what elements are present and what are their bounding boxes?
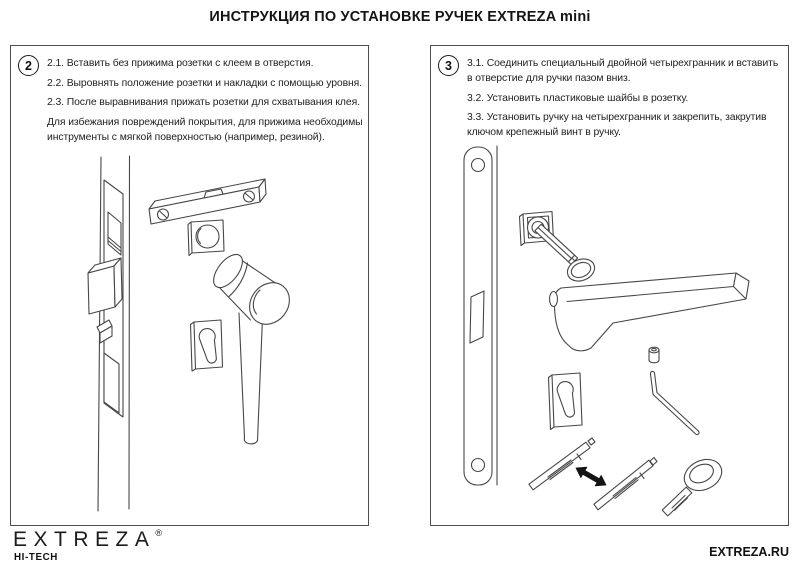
handle-hub: [550, 292, 558, 307]
set-screw: [649, 347, 659, 363]
instruction-2-1: 2.1. Вставить без прижима розетки с клеем в отверстия.: [47, 58, 314, 69]
lock-faceplate: [464, 146, 497, 485]
hex-key: [653, 374, 698, 433]
step-3-badge: 3: [438, 55, 459, 76]
round-rosette: [188, 220, 224, 256]
spirit-level: [149, 179, 266, 224]
screw-hole: [472, 459, 485, 472]
brand-logo: [13, 528, 162, 552]
lower-window: [104, 353, 119, 413]
double-spindle-halves: [529, 438, 657, 510]
instruction-2-3: 2.3. После выравнивания прижать розетки для схватывания клея.: [47, 97, 360, 108]
panel-step-3: [430, 45, 789, 526]
cylinder-escutcheon: [549, 373, 583, 430]
join-arrow: [576, 467, 606, 486]
turn-key: [662, 454, 727, 516]
step-2-illustration: [11, 149, 368, 523]
page-title: ИНСТРУКЦИЯ ПО УСТАНОВКЕ РУЧЕК EXTREZA mini: [209, 9, 591, 25]
step-2-instructions: [47, 56, 363, 149]
website-label: EXTREZA.RU: [709, 545, 789, 559]
instruction-2-2: 2.2. Выровнять положение розетки и накладки с помощью уровня.: [47, 77, 362, 89]
step-3-illustration: [431, 141, 788, 523]
brand-name: EXTREZA: [13, 528, 156, 551]
instruction-3-3: 3.3. Установить ручку на четырехгранник и закрепить, закрутив ключом крепежный винт в ручку.: [467, 112, 767, 138]
step-3-instructions: [467, 56, 783, 145]
lever-handle: [550, 273, 750, 351]
instruction-3-2: 3.2. Установить пластиковые шайбы в розетку.: [467, 92, 689, 104]
instruction-3-1: 3.1. Соединить специальный двойной четырехгранник и вставить в отверстие для ручки пазом вниз.: [467, 58, 779, 84]
panel-step-2: [10, 45, 369, 526]
screw-hole: [472, 159, 485, 172]
step-2-badge: 2: [18, 55, 39, 76]
instruction-2-note: Для избежания повреждений покрытия, для прижима необходимы инструменты с мягкой поверхностью (например, резиной).: [47, 116, 363, 143]
latch-window: [470, 291, 484, 343]
rosette-with-spindle: [520, 212, 578, 265]
registered-trademark: ®: [155, 528, 162, 538]
brand-tagline: HI-TECH: [14, 552, 58, 563]
cylinder-escutcheon: [191, 320, 223, 371]
